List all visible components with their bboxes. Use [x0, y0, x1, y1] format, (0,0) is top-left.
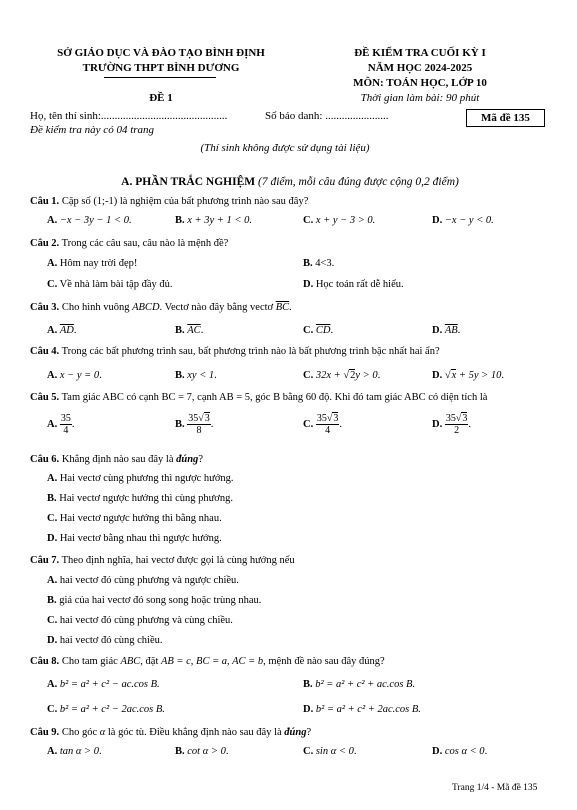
subject: MÔN: TOÁN HỌC, LỚP 10 [353, 77, 487, 89]
option-b: B. x + 3y + 1 < 0. [175, 215, 252, 226]
option-c: C. b² = a² + c² − 2ac.cos B. [47, 704, 165, 715]
question-label: Câu 1. [30, 196, 60, 207]
pages-note: Đề kiểm tra này có 04 trang [30, 124, 155, 136]
option-d: D. Học toán rất dễ hiểu. [303, 279, 404, 290]
department-name: SỞ GIÁO DỤC VÀ ĐÀO TẠO BÌNH ĐỊNH [57, 47, 265, 59]
option-a: A. x − y = 0. [47, 370, 102, 381]
option-d: D. −x − y < 0. [432, 215, 494, 226]
option-b: B. cot α > 0. [175, 746, 229, 757]
option-b: B. $\frac{35√3}{8}$ . [175, 413, 214, 436]
option-d: D. b² = a² + c² + 2ac.cos B. [303, 704, 421, 715]
school-year: NĂM HỌC 2024-2025 [367, 62, 473, 74]
question-2: Câu 2. Trong các câu sau, câu nào là mệnh đề? [30, 238, 229, 249]
school-underline [104, 77, 216, 78]
option-b: B. giá của hai vectơ đó song song hoặc trùng nhau. [47, 595, 262, 606]
option-b: B. b² = a² + c² + ac.cos B. [303, 679, 416, 690]
section-title-text: A. PHẦN TRẮC NGHIỆM [121, 176, 256, 188]
option-a: A. hai vectơ đó cùng phương và ngược chiều. [47, 575, 239, 586]
school-name: TRƯỜNG THPT BÌNH DƯƠNG [82, 62, 240, 74]
exam-title: ĐỀ KIỂM TRA CUỐI KỲ I [354, 47, 486, 59]
option-a: A. −x − 3y − 1 < 0. [47, 215, 132, 226]
question-text: Cặp số (1;-1) là nghiệm của bất phương trình nào sau đây? [59, 196, 309, 207]
option-b: B. xy < 1. [175, 370, 217, 381]
option-d: D. Hai vectơ bằng nhau thì ngược hướng. [47, 533, 222, 544]
section-note: (7 điểm, mỗi câu đúng được cộng 0,2 điểm) [255, 176, 459, 188]
exam-code-box: Mã đề 135 [466, 109, 545, 127]
page-footer: Trang 1/4 - Mã đề 135 [452, 783, 538, 793]
section-title [30, 176, 550, 188]
option-a: A. b² = a² + c² − ac.cos B. [47, 679, 160, 690]
option-a: A. Hai vectơ cùng phương thì ngược hướng. [47, 473, 234, 484]
student-name-line: Họ, tên thí sinh:.............................................. [30, 110, 228, 122]
question-9: Câu 9. Cho góc α là góc tù. Điều khẳng định nào sau đây là đúng? [30, 727, 312, 738]
option-c: C. $\frac{35√3}{4}$ . [303, 413, 342, 436]
option-d: D. $\overline{AB}$. [432, 325, 461, 336]
question-6: Câu 6. Khẳng định nào sau đây là đúng? [30, 454, 203, 465]
option-b: B. 4<3. [303, 258, 335, 269]
option-b: B. Hai vectơ ngược hướng thì cùng phương. [47, 493, 233, 504]
option-a: A. $\frac{35}{4}$ . [47, 413, 75, 436]
option-c: C. Hai vectơ ngược hướng thì bằng nhau. [47, 513, 222, 524]
option-d: D. $\frac{35√3}{2}$ . [432, 413, 471, 436]
de-label: ĐỀ 1 [149, 92, 173, 104]
option-d: D. cos α < 0. [432, 746, 488, 757]
option-c: C. sin α < 0. [303, 746, 357, 757]
option-c: C. hai vectơ đó cùng phương và cùng chiều. [47, 615, 233, 626]
option-d: D. √x + 5y > 10. [432, 370, 504, 381]
option-a: A. tan α > 0. [47, 746, 102, 757]
student-id-line: Số báo danh: ....................... [265, 110, 389, 122]
question-4: Câu 4. Trong các bất phương trình sau, bất phương trình nào là bất phương trình bậc nhất hai ẩn? [30, 346, 440, 357]
question-5: Câu 5. Tam giác ABC có cạnh BC = 7, cạnh AB = 5, góc B bằng 60 độ. Khi đó tam giác ABC có diện tích là [30, 392, 488, 403]
option-b: B. $\overline{AC}$. [175, 325, 204, 336]
option-a: A. $\overline{AD}$. [47, 325, 77, 336]
question-7: Câu 7. Theo định nghĩa, hai vectơ được gọi là cùng hướng nếu [30, 555, 295, 566]
option-a: A. Hôm nay trời đẹp! [47, 258, 138, 269]
no-documents-note: (Thí sinh không được sử dụng tài liệu) [200, 142, 370, 154]
question-3: Câu 3. Cho hình vuông ABCD. Vectơ nào đây bằng vectơ $\overline{BC}$. [30, 302, 292, 313]
option-c: C. Về nhà làm bài tập đầy đủ. [47, 279, 173, 290]
option-c: C. $\overline{CD}$. [303, 325, 334, 336]
option-c: C. 32x + √2y > 0. [303, 370, 381, 381]
question-8: Câu 8. Cho tam giác ABC, đặt AB = c, BC = a, AC = b, mệnh đề nào sau đây đúng? [30, 656, 385, 667]
option-d: D. hai vectơ đó cùng chiều. [47, 635, 163, 646]
question-1 [30, 196, 308, 207]
time-limit: Thời gian làm bài: 90 phút [360, 92, 480, 104]
option-c: C. x + y − 3 > 0. [303, 215, 376, 226]
